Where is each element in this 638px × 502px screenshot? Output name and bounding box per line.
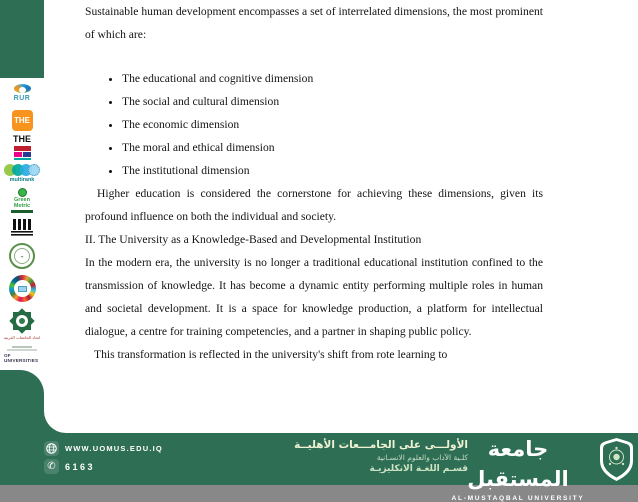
university-name-block bbox=[438, 434, 598, 502]
sdg-wheel-logo bbox=[9, 275, 36, 302]
document-body bbox=[85, 0, 543, 366]
u-multirank-logo bbox=[4, 164, 40, 183]
the-label: THE bbox=[14, 116, 30, 125]
section-heading: II. The University as a Knowledge-Based and Developmental Institution bbox=[85, 233, 422, 246]
bullet-item: • The moral and ethical dimension bbox=[122, 136, 543, 159]
rur-label: RUR bbox=[13, 95, 31, 102]
rosette-star-icon bbox=[9, 308, 35, 334]
bullet-item: • The social and cultural dimension bbox=[122, 90, 543, 113]
laurel-wreath-logo bbox=[9, 243, 35, 269]
website-url: WWW.UOMUS.EDU.IQ bbox=[65, 444, 163, 453]
greenmetric-bar bbox=[11, 210, 33, 213]
paragraph-higher-education: Higher education is considered the cornerstone for achieving these dimensions, given its profound influence on both the individual and society. bbox=[85, 187, 543, 223]
greenmetric-leaf-icon bbox=[18, 188, 27, 197]
paragraph-modern-era: In the modern era, the university is no longer a traditional educational institution confined to the transmission of knowledge. It has become a dynamic entity performing multiple roles in human and societal development. It is a space for knowledge production, a platform for intellectual dialogue, a centre for training competencies, and a partner in shaping public policy. bbox=[85, 256, 543, 338]
impact-color-blocks-icon bbox=[14, 146, 31, 163]
phone-icon: ✆ bbox=[44, 459, 59, 474]
footer-website-row bbox=[44, 441, 163, 456]
rosette-caption: اتحاد الجامعات العربية bbox=[3, 335, 41, 340]
bullet-item: • The economic dimension bbox=[122, 113, 543, 136]
arabic-line-first-rank: الأولـــى على الجامـــعات الأهليــة bbox=[294, 439, 468, 451]
multirank-label: multirank bbox=[9, 177, 35, 183]
paragraph-transformation: This transformation is reflected in the university's shift from rote learning to bbox=[94, 348, 448, 361]
bullet-item: • The educational and cognitive dimension bbox=[122, 67, 543, 90]
sdg-center-mark bbox=[18, 286, 27, 292]
paragraph-intro: Sustainable human development encompasses a set of interrelated dimensions, the most prominent of which are: bbox=[85, 5, 543, 41]
top-left-green-block bbox=[0, 0, 44, 78]
times-higher-education-logo bbox=[12, 110, 33, 131]
iau-faint-line bbox=[12, 346, 32, 348]
iau-logo bbox=[4, 346, 40, 363]
globe-icon bbox=[44, 441, 59, 456]
university-name-english: AL-MUSTAQBAL UNIVERSITY bbox=[451, 495, 585, 502]
multirank-circles-icon bbox=[4, 164, 40, 176]
rur-ranking-logo bbox=[14, 84, 31, 102]
dimension-bullet-list bbox=[85, 67, 543, 182]
laurel-inner-seal: ❧ bbox=[14, 248, 30, 264]
the-impact-rankings-logo bbox=[13, 133, 31, 157]
sidebar-logos bbox=[0, 78, 44, 370]
classical-columns-icon bbox=[10, 219, 34, 236]
iau-label: OF UNIVERSITIES bbox=[4, 353, 39, 363]
rur-swirl-icon bbox=[14, 84, 31, 93]
arab-universities-union-logo bbox=[4, 308, 40, 340]
iau-faint-line-2 bbox=[7, 349, 37, 351]
university-shield-logo bbox=[598, 437, 635, 482]
university-name-arabic: جامعة المستقبل bbox=[467, 437, 569, 491]
sdg-inner-circle bbox=[14, 280, 31, 297]
arabic-line-department: قسـم اللغـة الانكليزيـة bbox=[369, 464, 468, 474]
greenmetric-label: Green Metric bbox=[13, 197, 31, 209]
ui-greenmetric-logo bbox=[11, 188, 33, 213]
bullet-item: • The institutional dimension bbox=[122, 159, 543, 182]
phone-number: 6163 bbox=[65, 461, 96, 472]
footer-phone-row bbox=[44, 459, 95, 474]
impact-the-label: THE bbox=[13, 133, 31, 144]
arabic-line-college: كلـية الآداب والعلوم الانسـانية bbox=[376, 453, 468, 462]
